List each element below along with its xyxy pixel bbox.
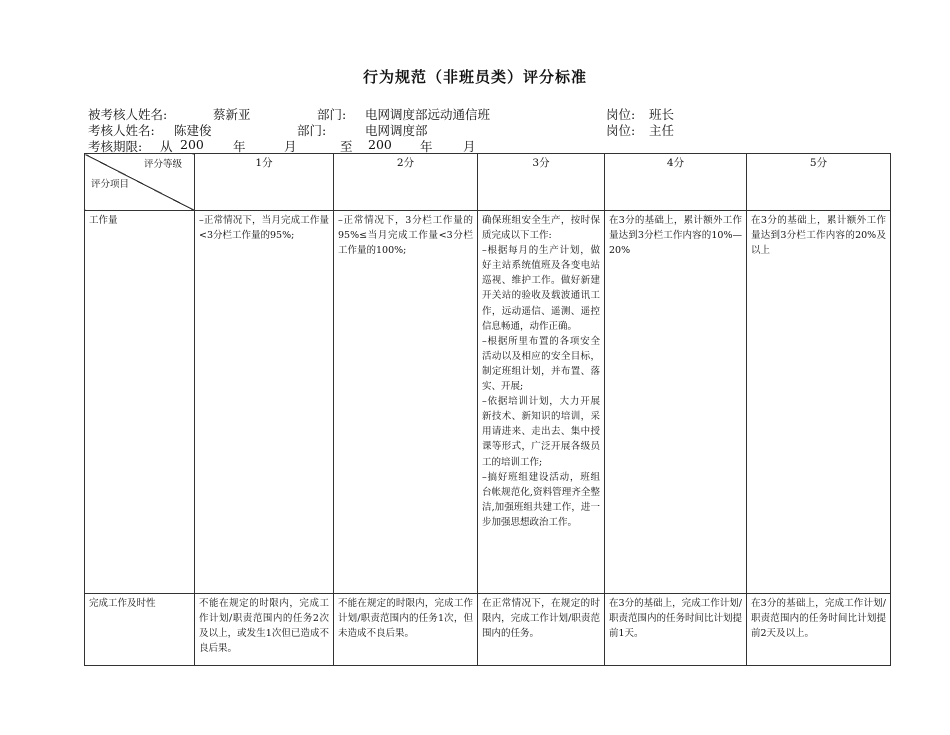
- period-month-label-1: 月: [284, 139, 297, 154]
- cell-workload-2: –正常情况下，3分栏工作量的95%≤当月完成工作量<3分栏工作量的100%;: [334, 211, 478, 594]
- post-value-1: 班长: [649, 107, 675, 122]
- cell-timeliness-2: 不能在规定的时限内，完成工作计划/职责范围内的任务1次，但未造成不良后果。: [334, 594, 478, 666]
- dept-value-1: 电网调度部远动通信班: [365, 107, 491, 122]
- cell-workload-4: 在3分的基础上，累计额外工作量达到3分栏工作内容的10%—20%: [605, 211, 747, 594]
- header-score-3: 3分: [478, 154, 605, 211]
- dept-label-1: 部门:: [317, 107, 347, 122]
- cell-workload-1: –正常情况下，当月完成工作量<3分栏工作量的95%;: [195, 211, 334, 594]
- cell-timeliness-1: 不能在规定的时限内，完成工作计划/职责范围内的任务2次及以上，或发生1次但已造成不良后果。: [195, 594, 334, 666]
- period-year-label-1: 年: [233, 139, 246, 154]
- period-year-label-2: 年: [420, 139, 433, 154]
- post-label-2: 岗位:: [606, 123, 636, 138]
- dept-label-2: 部门:: [297, 123, 327, 138]
- table-row: [85, 211, 891, 594]
- post-label-1: 岗位:: [606, 107, 636, 122]
- corner-top-label: 评分等级: [143, 159, 182, 170]
- corner-bottom-label: 评分项目: [91, 178, 130, 190]
- assessee-name: 蔡新亚: [213, 107, 251, 122]
- scoring-table: [84, 153, 891, 666]
- period-month-label-2: 月: [463, 139, 476, 154]
- assessor-name: 陈建俊: [174, 123, 212, 138]
- row-item-timeliness: 完成工作及时性: [85, 594, 195, 666]
- period-to: 至: [340, 139, 353, 154]
- period-label: 考核期限:: [88, 139, 143, 154]
- header-score-5: 5分: [747, 154, 891, 211]
- assessor-label: 考核人姓名:: [88, 123, 155, 138]
- cell-workload-3: 确保班组安全生产，按时保质完成以下工作: –根据每月的生产计划，做好主站系统值班及各变电站巡视、维护工作。做好新建开关站的验收及载波通讯工作，远动遥信、遥测、遥控信息畅通，动作正确。 –根据所里布置的各项安全活动以及相应的安全目标，制定班组计划，并布置、落实、开展; –依据培训计划，大力开展新技术、新知识的培训，采用请进来、走出去、集中授课等形式，广泛开展各级员工的培训工作; –搞好班组建设活动，班组台帐规范化,资料管理齐全整洁,加强班组共建工作，进一步加强思想政治工作。: [478, 211, 605, 594]
- header-score-2: 2分: [334, 154, 478, 211]
- period-year-2: 200: [368, 137, 392, 152]
- table-row: [85, 594, 891, 666]
- table-header-row: [85, 154, 891, 211]
- header-score-1: 1分: [195, 154, 334, 211]
- header-score-4: 4分: [605, 154, 747, 211]
- dept-value-2: 电网调度部: [365, 123, 428, 138]
- cell-workload-5: 在3分的基础上，累计额外工作量达到3分栏工作内容的20%及以上: [747, 211, 891, 594]
- period-from: 从: [160, 139, 173, 154]
- cell-timeliness-5: 在3分的基础上，完成工作计划/职责范围内的任务时间比计划提前2天及以上。: [747, 594, 891, 666]
- cell-timeliness-4: 在3分的基础上，完成工作计划/职责范围内的任务时间比计划提前1天。: [605, 594, 747, 666]
- page-title: 行为规范（非班员类）评分标准: [362, 68, 587, 86]
- corner-cell: [85, 154, 195, 211]
- cell-timeliness-3: 在正常情况下，在规定的时限内，完成工作计划/职责范围内的任务。: [478, 594, 605, 666]
- period-year-1: 200: [180, 137, 204, 152]
- assessee-label: 被考核人姓名:: [88, 107, 168, 122]
- row-item-workload: 工作量: [85, 211, 195, 594]
- post-value-2: 主任: [649, 123, 675, 138]
